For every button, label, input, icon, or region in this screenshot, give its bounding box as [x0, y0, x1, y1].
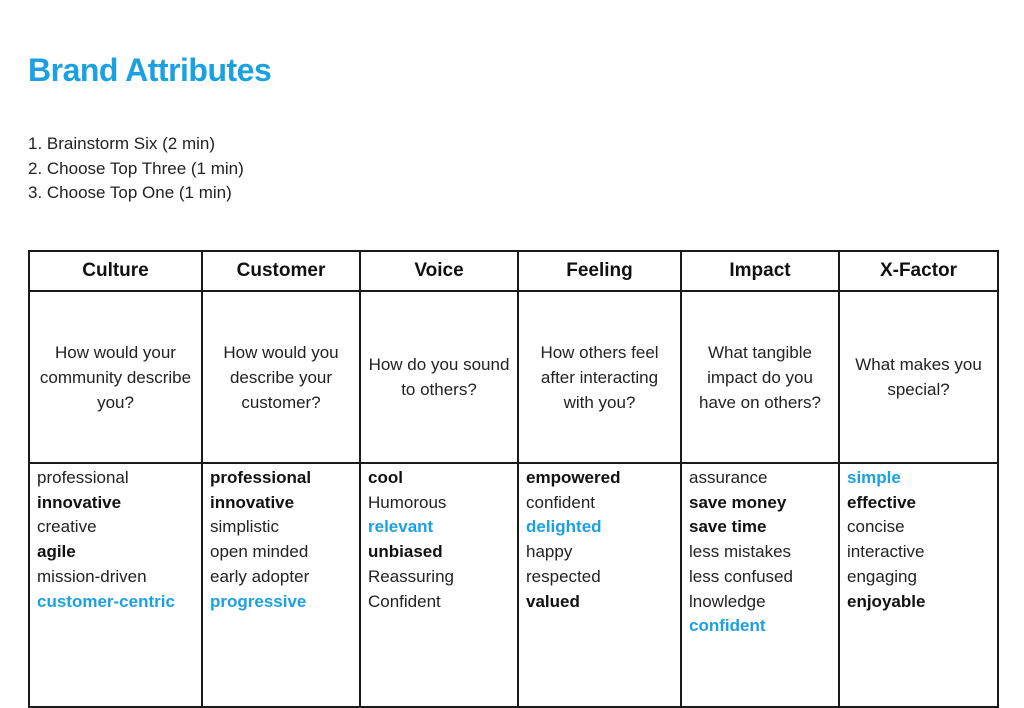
words-x-factor: [839, 463, 998, 707]
attribute-word: Humorous: [368, 492, 447, 512]
attribute-word: confident: [689, 616, 766, 636]
column-header-x-factor: X-Factor: [839, 251, 998, 291]
page-title: Brand Attributes: [28, 52, 272, 88]
attribute-word: empowered: [526, 468, 621, 487]
attribute-word: innovative: [210, 492, 295, 512]
table-header-row: [29, 251, 998, 291]
words-feeling: [518, 463, 681, 707]
attribute-word: simplistic: [210, 517, 279, 537]
attribute-word: open minded: [210, 542, 309, 562]
words-impact: [681, 463, 839, 707]
attribute-word: save money: [689, 492, 787, 512]
steps-list: [28, 132, 244, 206]
attribute-word: delighted: [526, 517, 602, 537]
column-header-voice: Voice: [360, 251, 518, 291]
attribute-word: creative: [37, 517, 97, 537]
attribute-word: mission-driven: [37, 566, 147, 586]
attribute-word: respected: [526, 566, 601, 586]
attribute-word: customer-centric: [37, 591, 175, 611]
question-feeling: How others feel after interacting with you?: [518, 291, 681, 463]
attributes-table: [28, 250, 999, 708]
attribute-word: cool: [368, 468, 403, 487]
question-impact: What tangible impact do you have on others?: [681, 291, 839, 463]
attribute-word: concise: [847, 517, 905, 537]
question-row: [29, 291, 998, 463]
column-header-customer: Customer: [202, 251, 360, 291]
attribute-word: effective: [847, 492, 916, 512]
column-header-impact: Impact: [681, 251, 839, 291]
attribute-word: lnowledge: [689, 591, 766, 611]
attribute-word: engaging: [847, 566, 917, 586]
words-row: [29, 463, 998, 707]
attribute-word: valued: [526, 591, 580, 611]
attribute-word: Reassuring: [368, 566, 454, 586]
attribute-word: Confident: [368, 591, 441, 611]
attribute-word: professional: [210, 468, 312, 487]
attribute-word: progressive: [210, 591, 307, 611]
attribute-word: professional: [37, 468, 129, 487]
attribute-word: innovative: [37, 492, 122, 512]
attribute-word: early adopter: [210, 566, 310, 586]
step-item: 3. Choose Top One (1 min): [28, 183, 232, 202]
attribute-word: assurance: [689, 468, 768, 487]
step-item: 2. Choose Top Three (1 min): [28, 158, 244, 178]
attribute-word: relevant: [368, 517, 434, 537]
attribute-word: confident: [526, 492, 595, 512]
question-x-factor: What makes you special?: [839, 291, 998, 463]
column-header-feeling: Feeling: [518, 251, 681, 291]
step-item: 1. Brainstorm Six (2 min): [28, 134, 216, 153]
words-voice: [360, 463, 518, 707]
attribute-word: unbiased: [368, 542, 443, 562]
attribute-word: enjoyable: [847, 591, 926, 611]
question-customer: How would you describe your customer?: [202, 291, 360, 463]
attribute-word: simple: [847, 468, 901, 487]
attribute-word: happy: [526, 542, 573, 562]
attribute-word: less mistakes: [689, 542, 792, 562]
words-customer: [202, 463, 360, 707]
attribute-word: interactive: [847, 542, 925, 562]
column-header-culture: Culture: [29, 251, 202, 291]
question-voice: How do you sound to others?: [360, 291, 518, 463]
words-culture: [29, 463, 202, 707]
attribute-word: save time: [689, 517, 767, 537]
attribute-word: agile: [37, 542, 76, 562]
question-culture: How would your community describe you?: [29, 291, 202, 463]
attribute-word: less confused: [689, 566, 793, 586]
